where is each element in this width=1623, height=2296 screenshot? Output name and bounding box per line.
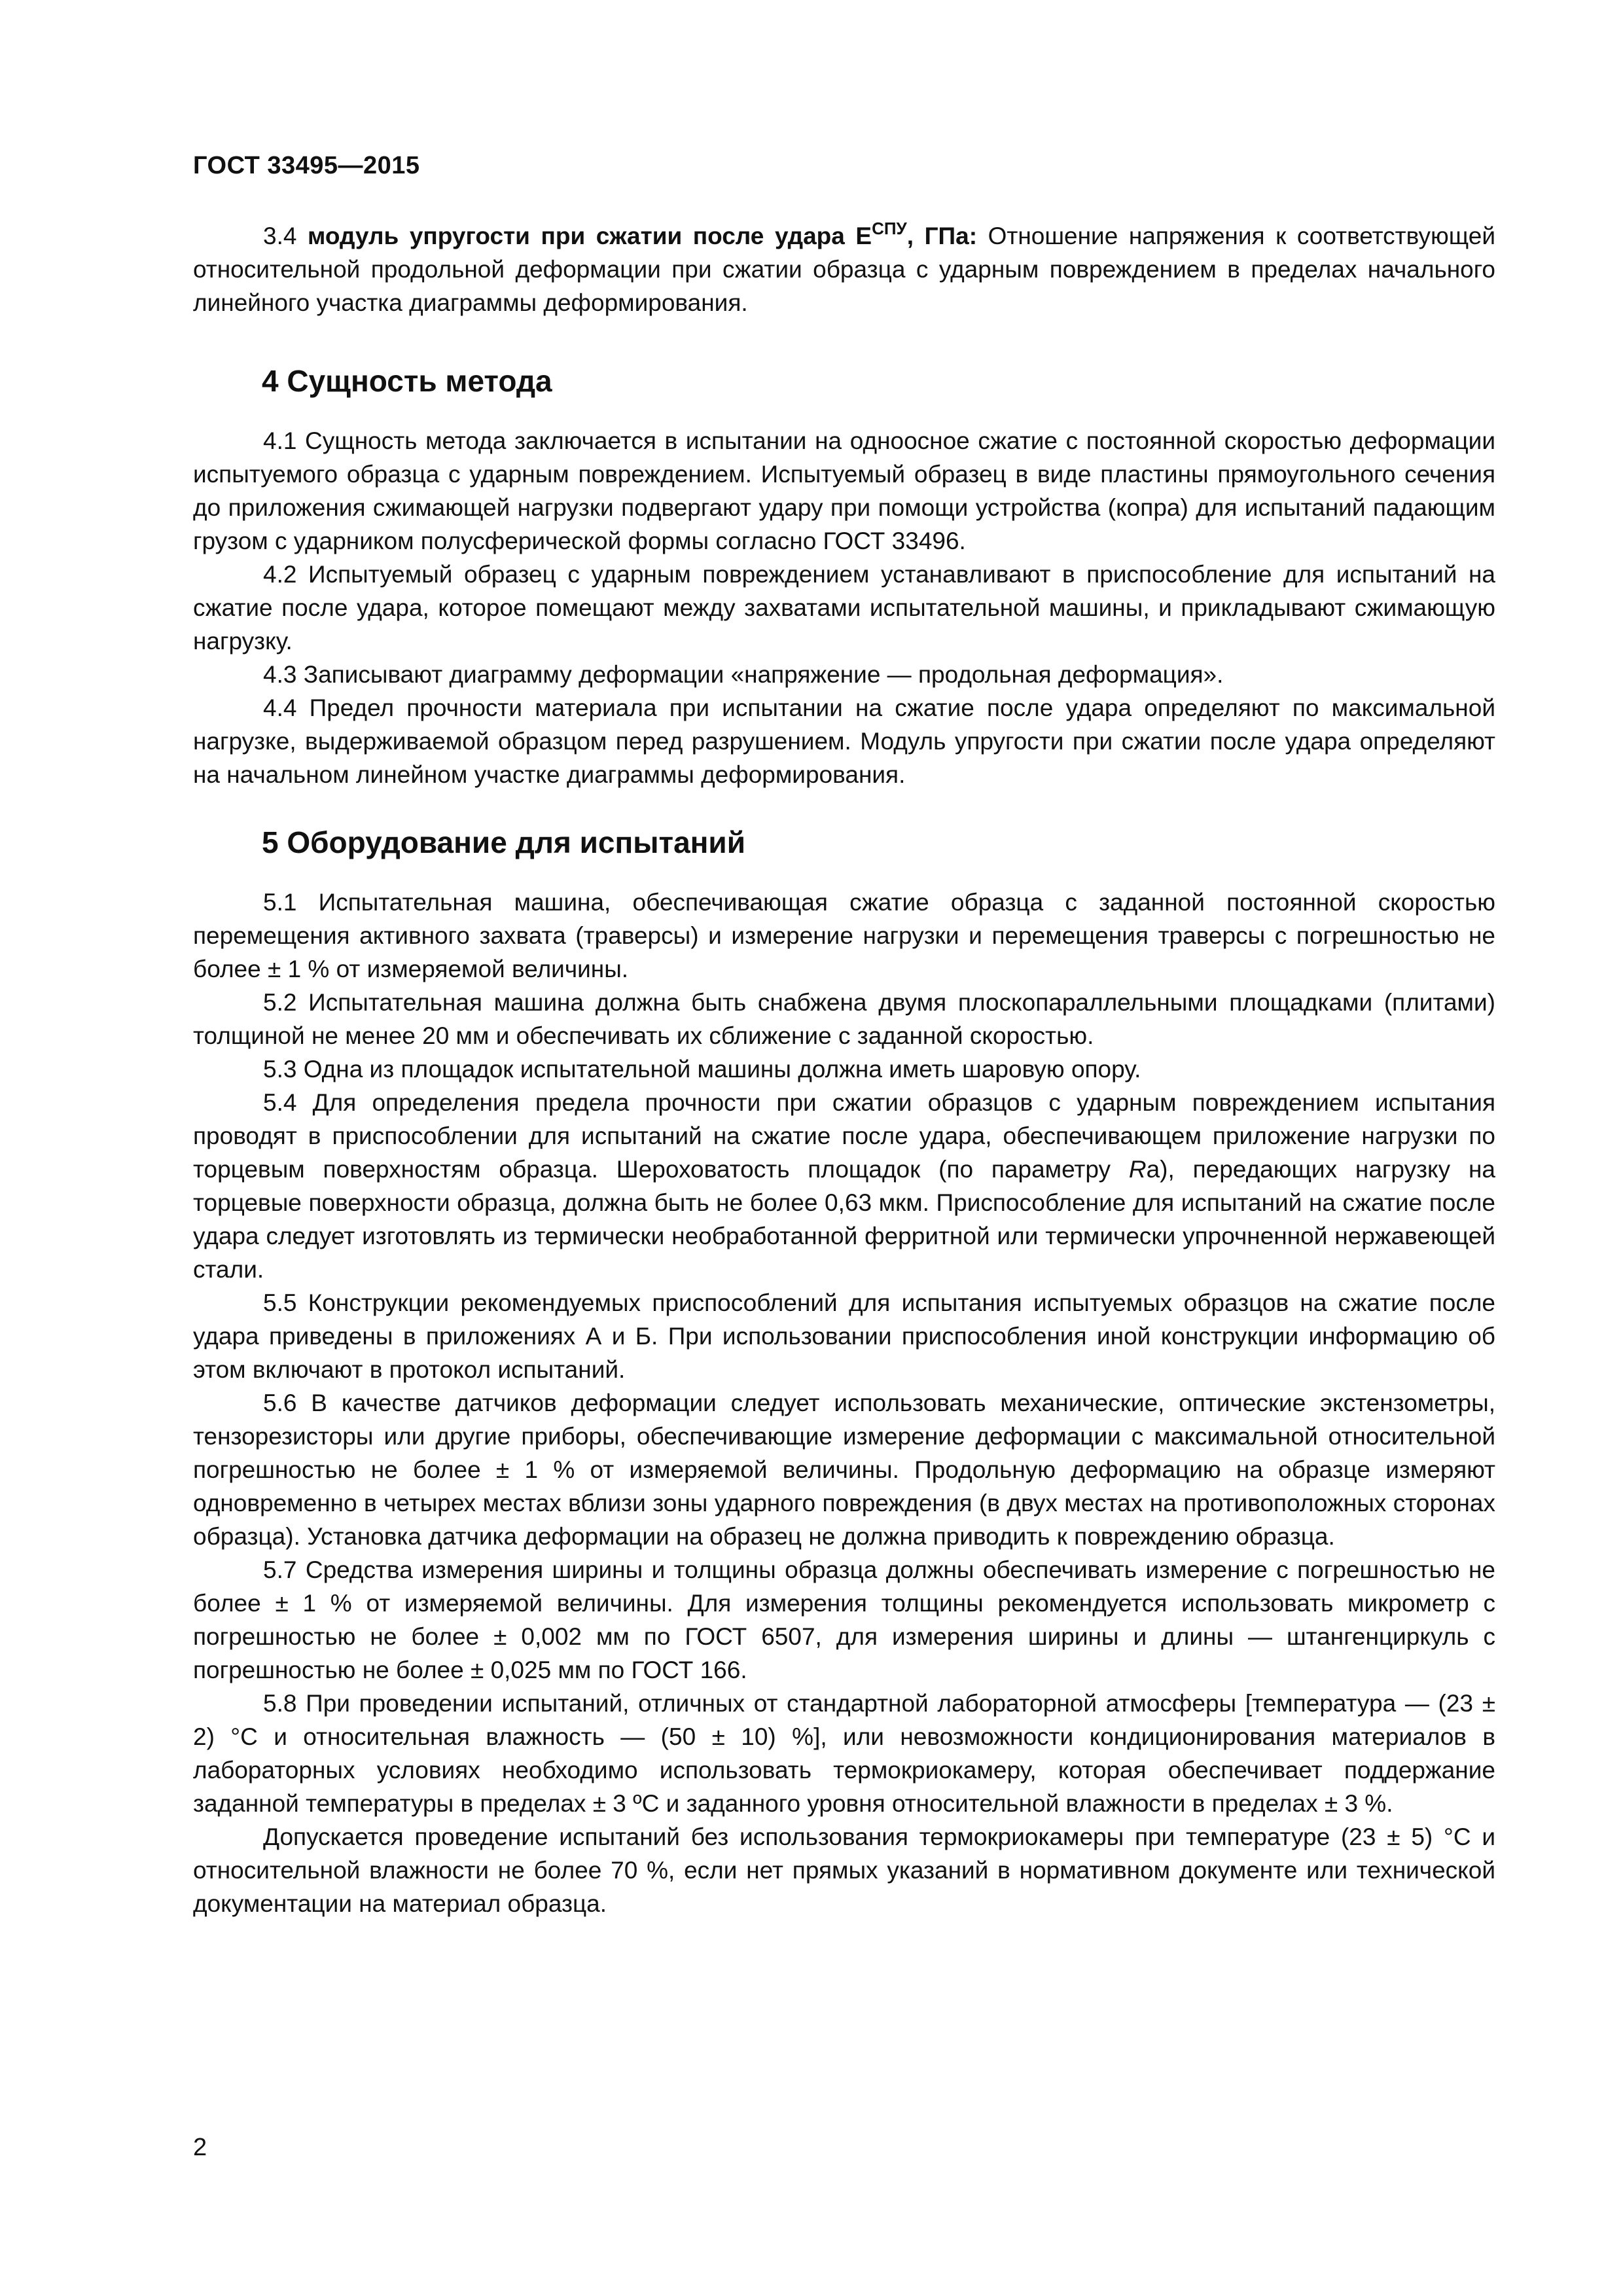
section-4-heading: 4 Сущность метода: [262, 364, 552, 398]
paragraph-5-1: 5.1 Испытательная машина, обеспечивающая сжатие образца с заданной постоянной скоростью перемещения активного захвата (траверсы) и измерение нагрузки и перемещения траверсы с погрешностью не более ± 1 % от измеряемой величины.: [193, 889, 1495, 982]
parameter-symbol: R: [1128, 1156, 1147, 1183]
section-5-body: [193, 886, 1495, 1920]
page-number: 2: [193, 2134, 207, 2161]
paragraph-5-2: 5.2 Испытательная машина должна быть снабжена двумя плоскопараллельными площадками (плитами) толщиной не менее 20 мм и обеспечивать их сближение с заданной скоростью.: [193, 989, 1495, 1049]
clause-number: 3.4: [263, 223, 297, 249]
paragraph-4-4: 4.4 Предел прочности материала при испытании на сжатие после удара определяют по максимальной нагрузке, выдерживаемой образцом перед разрушением. Модуль упругости при сжатии после удара определяют на начальном линейном участке диаграммы деформирования.: [193, 694, 1495, 788]
clause-3-4: [193, 219, 1495, 319]
term-title: модуль упругости при сжатии после удара $E^{СПУ}$, ГПа:: [308, 219, 978, 249]
paragraph-5-5: 5.5 Конструкции рекомендуемых приспособлений для испытания испытуемых образцов на сжатие после удара приведены в приложениях А и Б. При использовании приспособления иной конструкции информацию об этом включают в протокол испытаний.: [193, 1289, 1495, 1383]
paragraph-5-3: 5.3 Одна из площадок испытательной машины должна иметь шаровую опору.: [263, 1056, 1141, 1083]
term-definition: Отношение напряжения к соответствующей относительной продольной деформации при сжатии образца с ударным повреждением в пределах начального линейного участка диаграммы деформирования.: [193, 223, 1495, 316]
document-number-header: ГОСТ 33495—2015: [193, 152, 420, 179]
term-superscript: СПУ: [872, 219, 907, 238]
paragraph-4-2: 4.2 Испытуемый образец с ударным повреждением устанавливают в приспособление для испытаний на сжатие после удара, которое помещают между захватами испытательной машины, и прикладывают сжимающую нагрузку.: [193, 561, 1495, 655]
definition-paragraph: [193, 219, 1495, 319]
paragraph-4-3: 4.3 Записывают диаграмму деформации «напряжение — продольная деформация».: [263, 661, 1224, 688]
section-5-heading: 5 Оборудование для испытаний: [262, 825, 745, 859]
section-4-body: [193, 424, 1495, 791]
paragraph-5-7: 5.7 Средства измерения ширины и толщины образца должны обеспечивать измерение с погрешностью не более ± 1 % от измеряемой величины. Для измерения толщины рекомендуется использовать микрометр с погрешностью не более ± 0,002 мм по ГОСТ 6507, для измерения ширины и длины — штангенциркуль с погрешностью не более ± 0,025 мм по ГОСТ 166.: [193, 1556, 1495, 1683]
paragraph-allowance: Допускается проведение испытаний без использования термокриокамеры при температуре (23 ± 5) °С и относительной влажности не более 70 %, если нет прямых указаний в нормативном документе или технической документации на материал образца.: [193, 1823, 1495, 1917]
paragraph-5-8: 5.8 При проведении испытаний, отличных от стандартной лабораторной атмосферы [температура — (23 ± 2) °С и относительная влажность — (50 ± 10) %], или невозможности кондиционирования материалов в лабораторных условиях необходимо использовать термокриокамеру, которая обеспечивает поддержание заданной температуры в пределах ± 3 ºС и заданного уровня относительной влажности в пределах ± 3 %.: [193, 1690, 1495, 1817]
paragraph-4-1: 4.1 Сущность метода заключается в испытании на одноосное сжатие с постоянной скоростью деформации испытуемого образца с ударным повреждением. Испытуемый образец в виде пластины прямоугольного сечения до приложения сжимающей нагрузки подвергают удару при помощи устройства (копра) для испытаний падающим грузом с ударником полусферической формы согласно ГОСТ 33496.: [193, 427, 1495, 554]
paragraph-5-4: 5.4 Для определения предела прочности при сжатии образцов с ударным повреждением испытания проводят в приспособлении для испытаний на сжатие после удара, обеспечивающем приложение нагрузки по торцевым поверхностям образца. Шероховатость площадок (по параметру Ra), передающих нагрузку на торцевые поверхности образца, должна быть не более 0,63 мкм. Приспособление для испытаний на сжатие после удара следует изготовлять из термически необработанной ферритной или термически упрочненной нержавеющей стали.: [193, 1089, 1495, 1283]
paragraph-5-6: 5.6 В качестве датчиков деформации следует использовать механические, оптические экстензометры, тензорезисторы или другие приборы, обеспечивающие измерение деформации с максимальной относительной погрешностью не более ± 1 % от измеряемой величины. Продольную деформацию на образце измеряют одновременно в четырех местах вблизи зоны ударного повреждения (в двух местах на противоположных сторонах образца). Установка датчика деформации на образец не должна приводить к повреждению образца.: [193, 1390, 1495, 1550]
